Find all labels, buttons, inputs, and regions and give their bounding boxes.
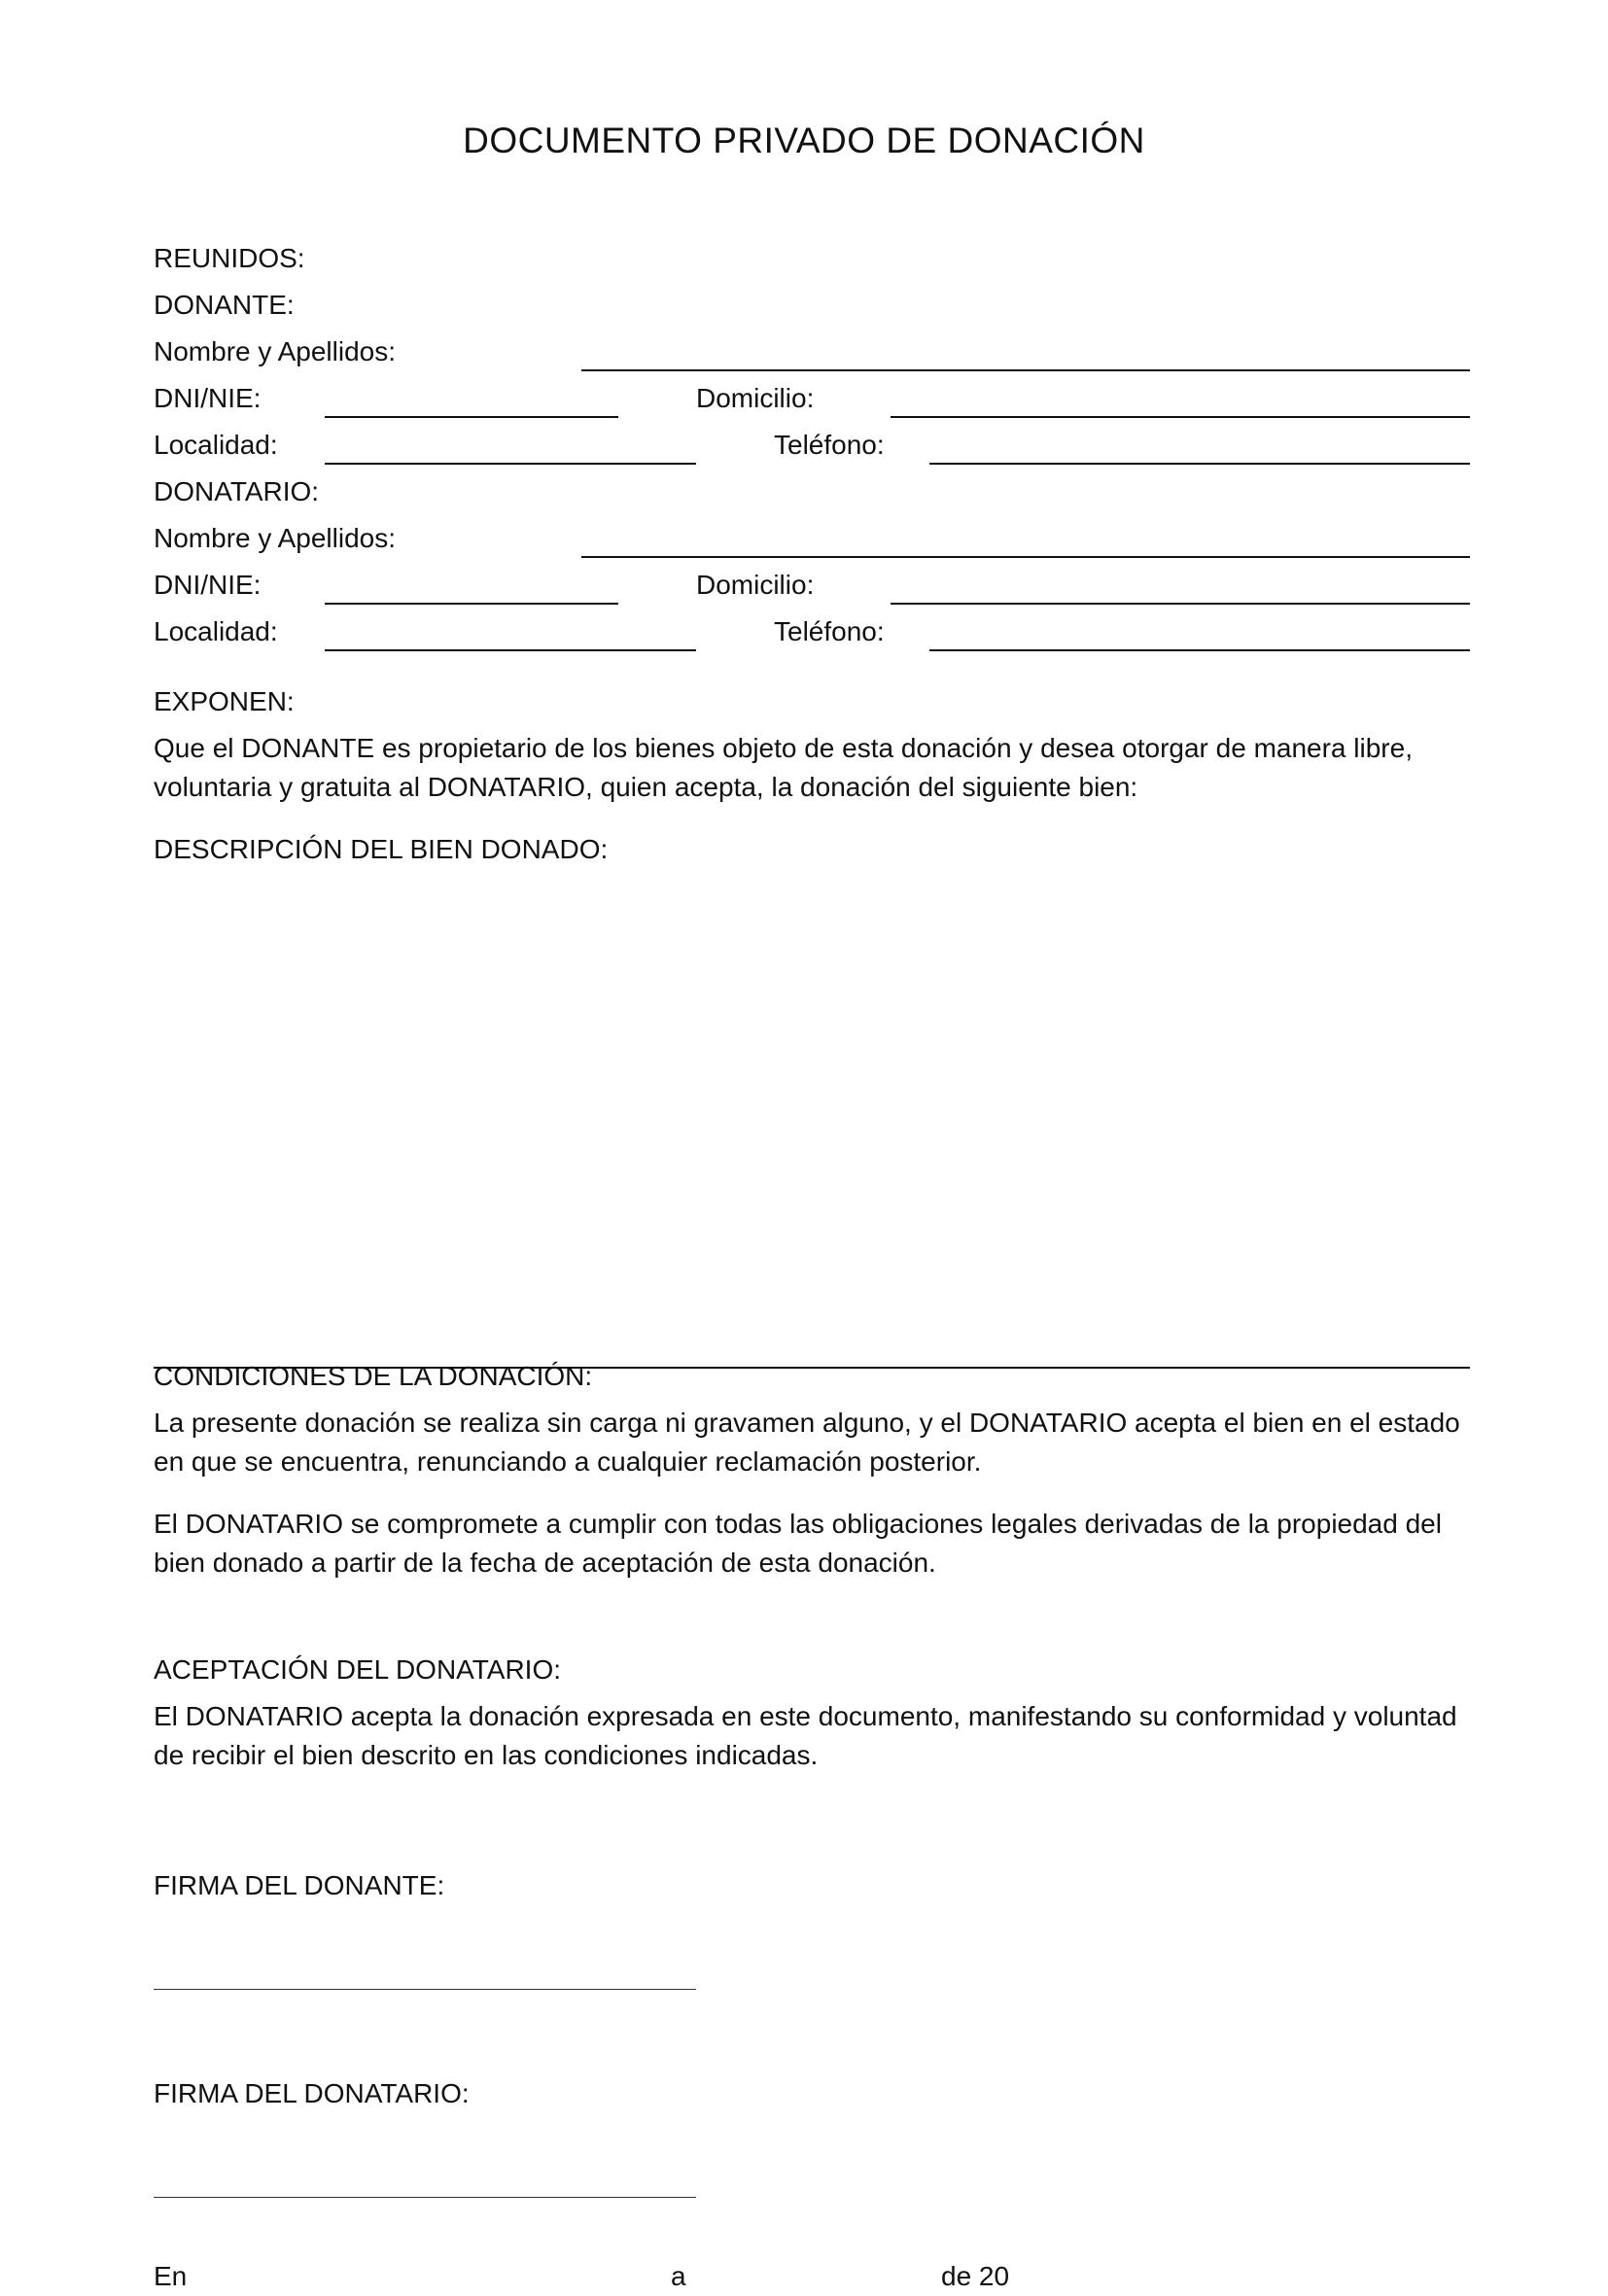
exponen-heading: EXPONEN:	[154, 686, 295, 716]
donatario-localidad-label: Localidad:	[154, 616, 278, 646]
exponen-text: Que el DONANTE es propietario de los bienes objeto de esta donación y desea otorgar de manera libre, voluntaria y gratuita al DONATARIO, quien acepta, la donación del siguiente bien:	[154, 733, 1413, 802]
donatario-dni-field[interactable]	[325, 603, 618, 605]
donante-dni-field[interactable]	[325, 416, 618, 418]
donante-domicilio-field[interactable]	[891, 416, 1470, 418]
donante-name-label: Nombre y Apellidos:	[154, 336, 397, 366]
donatario-localidad-field[interactable]	[325, 649, 696, 651]
donante-heading: DONANTE:	[154, 290, 295, 320]
firma-donatario-line[interactable]	[154, 2197, 696, 2198]
donante-name-field[interactable]	[581, 369, 1470, 371]
aceptacion-heading: ACEPTACIÓN DEL DONATARIO:	[154, 1654, 562, 1685]
donatario-telefono-label: Teléfono:	[774, 616, 885, 646]
donatario-domicilio-label: Domicilio:	[696, 570, 815, 600]
firma-donatario-label: FIRMA DEL DONATARIO:	[154, 2078, 470, 2108]
donante-dni-label: DNI/NIE:	[154, 383, 262, 413]
footer-date-connector: a	[671, 2261, 686, 2291]
footer-place-prefix: En	[154, 2261, 188, 2291]
donante-localidad-label: Localidad:	[154, 430, 278, 460]
descripcion-area[interactable]	[154, 875, 1470, 1367]
donante-localidad-field[interactable]	[325, 463, 696, 465]
condiciones-paragraph-1: La presente donación se realiza sin carga ni gravamen alguno, y el DONATARIO acepta el bien en el estado en que se encuentra, renunciando a cualquier reclamación posterior.	[154, 1408, 1460, 1477]
donatario-heading: DONATARIO:	[154, 476, 320, 506]
donante-telefono-field[interactable]	[929, 463, 1470, 465]
donante-telefono-label: Teléfono:	[774, 430, 885, 460]
donante-domicilio-label: Domicilio:	[696, 383, 815, 413]
firma-donante-label: FIRMA DEL DONANTE:	[154, 1870, 445, 1900]
firma-donante-line[interactable]	[154, 1989, 696, 1990]
donatario-domicilio-field[interactable]	[891, 603, 1470, 605]
footer-year-prefix: de 20	[941, 2261, 1010, 2291]
condiciones-paragraph-2: El DONATARIO se compromete a cumplir con todas las obligaciones legales derivadas de la propiedad del bien donado a partir de la fecha de aceptación de esta donación.	[154, 1509, 1442, 1578]
descripcion-heading: DESCRIPCIÓN DEL BIEN DONADO:	[154, 834, 609, 864]
donatario-name-label: Nombre y Apellidos:	[154, 523, 397, 553]
reunidos-heading: REUNIDOS:	[154, 243, 305, 273]
donatario-name-field[interactable]	[581, 556, 1470, 558]
donatario-dni-label: DNI/NIE:	[154, 570, 262, 600]
aceptacion-text: El DONATARIO acepta la donación expresada en este documento, manifestando su conformidad y voluntad de recibir el bien descrito en las condiciones indicadas.	[154, 1701, 1457, 1770]
document-title: DOCUMENTO PRIVADO DE DONACIÓN	[463, 121, 1145, 160]
condiciones-heading: CONDICIONES DE LA DONACIÓN:	[154, 1361, 593, 1391]
donatario-telefono-field[interactable]	[929, 649, 1470, 651]
